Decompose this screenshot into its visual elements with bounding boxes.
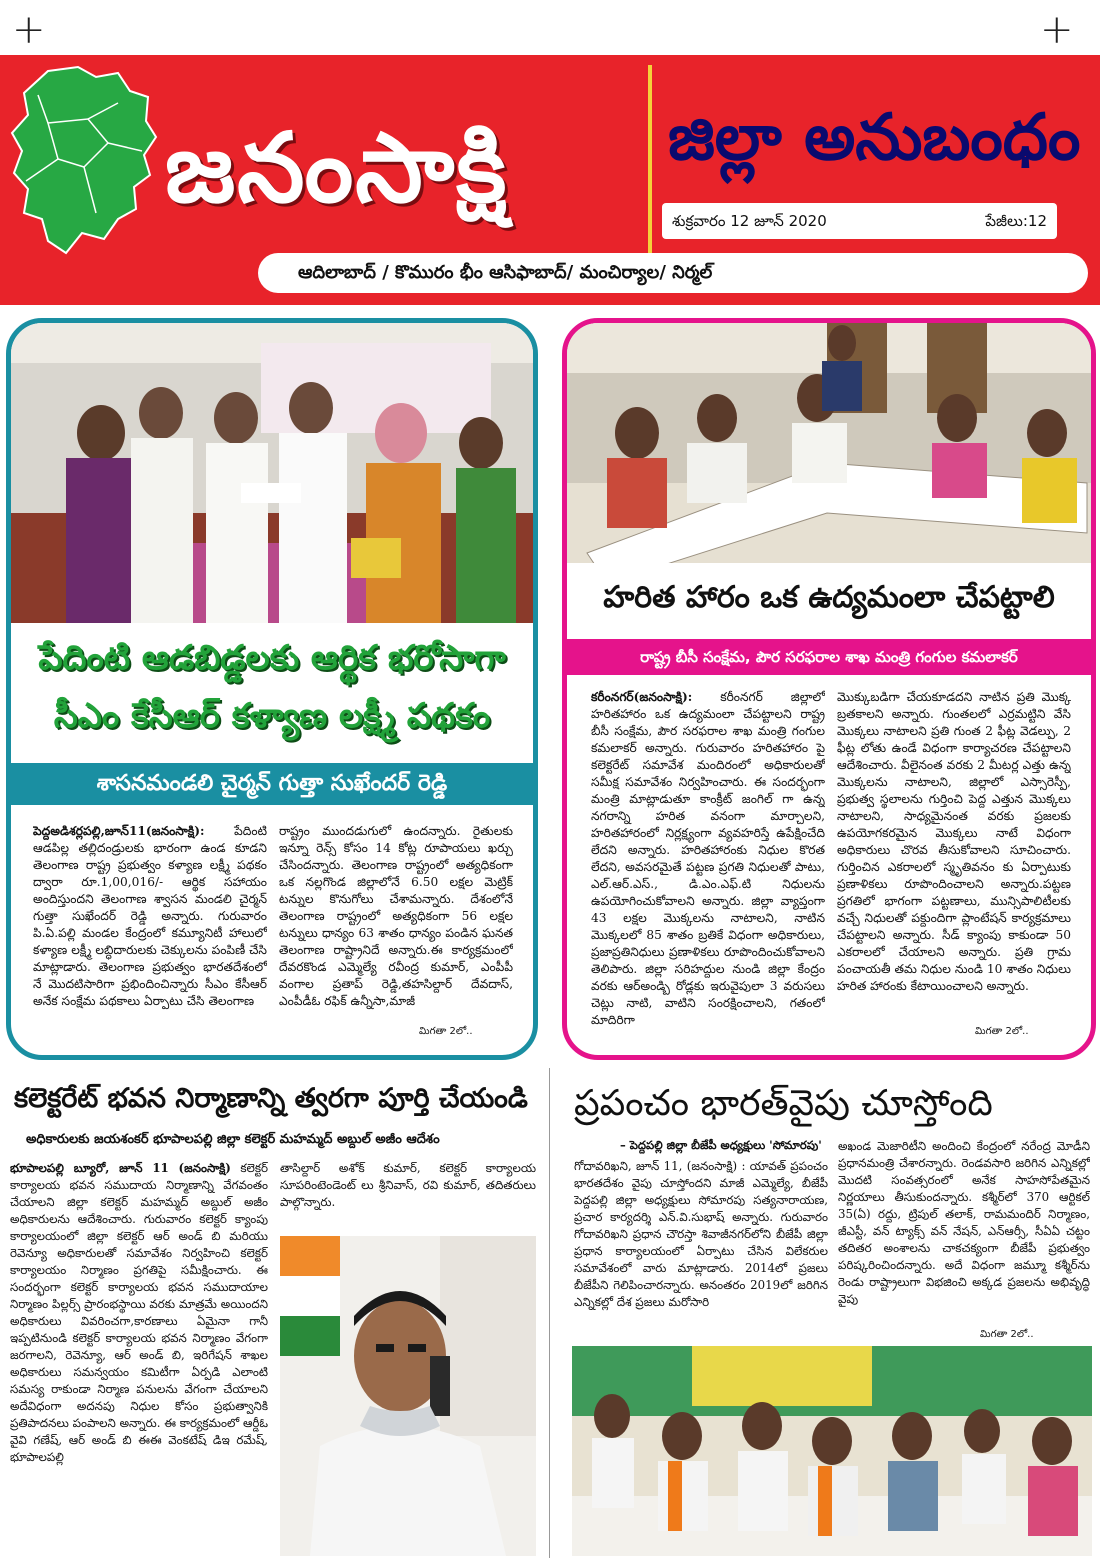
headline: కలెక్టరేట్ భవన నిర్మాణాన్ని త్వరగా పూర్తి చేయండి <box>14 1083 528 1114</box>
article-text-2: తాసిల్దార్ అశోక్ కుమార్, కలెక్టర్ కార్యాలయ సూపరింటెండెంట్ లు శ్రీనివాస్, రవి కుమార్, తదితరులు పాల్గొన్నారు. <box>280 1161 536 1209</box>
article-text-1: పేదింటి ఆడపిల్ల తల్లిదండ్రులకు భారంగా ఉండ కూడని తెలంగాణ రాష్ట్ర ప్రభుత్వం కళ్యాణ లక్ష్మీ పథకం ద్వారా రూ.1,00,016/- ఆర్థిక సహాయం అందిస్తుందని తెలంగాణ శ్వాసన మండలి చైర్మన్ గుత్తా సుఖేందర్ రెడ్డి అన్నారు. గురువారం పి.ఏ.పల్లి మండల కేంద్రంలో కమ్యూనిటీ హాలులో కళ్యాణ లక్ష్మీ లబ్ధిదారులకు చెక్కులను పంపిణీ చేసి మాట్లాడారు. తెలంగాణ ప్రభుత్వం భారతదేశంలో నే మొదటిసారిగా ప్రభిందించిన్నారు సీఎం కేసీఆర్ అనేక సంక్షేమ పథకాలు ఏర్పాటు చేసి తెలంగాణ <box>33 824 267 1008</box>
story-kalyana-lakshmi <box>6 318 538 1060</box>
district-strip: ఆదిలాబాద్ / కొమురం భీం ఆసిఫాబాద్/ మంచిర్యాల/ నిర్మల్ <box>258 253 1088 293</box>
subhead: రాష్ట్ర బీసీ సంక్షేమ, పౌర సరఫరాల శాఖ మంత్రి గంగుల కమలాకర్ <box>567 639 1091 675</box>
article-column-2 <box>837 689 1071 1025</box>
article-text-1: కలెక్టర్ కార్యాలయ భవన సముదాయ నిర్మాణాన్ని వేగవంతం చేయాలని జిల్లా కలెక్టర్ మహమ్మద్ అబ్దుల్ అజీం అధికారులను ఆదేశించారు. గురువారం కలెక్టర్ క్యాంపు కార్యాలయంలో జిల్లా కలెక్టర్ ఆర్ అండ్ బి మరియు రెవెన్యూ అధికారులతో సమావేశం నిర్వహించి కలెక్టర్ కార్యాలయం నిర్మాణం ప్రగతిపై సమీక్షించారు. ఈ సందర్భంగా కలెక్టర్ కార్యాలయ భవన సముదాయాల నిర్మాణం పిల్లర్స్ ప్రారంభస్థాయి వరకు మాత్రమే అయిందని అధికారులు వివరించగా,కారణాలు ఏమైనా గానీ ఇప్పటినుండి కలెక్టర్ కార్యాలయ భవన నిర్మాణం వేగంగా జరగాలని, రెవెన్యూ, ఆర్ అండ్ బి, ఇరిగేషన్ శాఖల అధికారులు సమన్వయం కమిటీగా ఏర్పడి ఎలాంటి సమస్య రాకుండా నిర్మాణ పనులను వేగంగా చేయాలని అదేవిధంగా అదనపు నిధుల కోసం ప్రభుత్వానికి ప్రతిపాదనలు పంపాలని అన్నారు. ఈ కార్యక్రమంలో ఆర్డీఓ వైవి గణేష్, ఆర్ అండ్ బి ఈఈ వెంకటేష్ డిఇ రమేష్, భూపాలపల్లి <box>10 1161 268 1464</box>
subhead: అధికారులకు జయశంకర్ భూపాలపల్లి జిల్లా కలెక్టర్ మహమ్మద్ అబ్దుల్ అజీం ఆదేశం <box>26 1132 440 1147</box>
article-text-1: గోదావరిఖని, జూన్ 11, (జనంసాక్షి) : యావత్ ప్రపంచం భారతదేశం వైపు చూస్తోందని మాజీ ఎమ్మెల్యే, బీజేపీ పెద్దపల్లి జిల్లా అధ్యక్షులు సోమారపు సత్యనారాయణ, ప్రచార కార్యదర్శి ఎన్.వి.సుభాష్ అన్నారు. గురువారం గోదావరిఖని ప్రధాన చౌరస్తా శివాజీనగర్‌లోని బీజేపీ జిల్లా ప్రధాన కార్యాలయంలో ఏర్పాటు చేసిన విలేకరుల సమావేశంలో వారు మాట్లాడారు. 2014లో ప్రజలు బీజేపీని గెలిపించారన్నారు. అనంతరం 2019లో జరిగిన ఎన్నికల్లో దేశ ప్రజలు మరోసారి <box>574 1159 828 1309</box>
date-bar <box>662 203 1057 239</box>
telangana-map-icon <box>8 63 158 263</box>
crop-mark-right: + <box>1040 7 1074 53</box>
page-count: పేజీలు:12 <box>985 212 1047 230</box>
article-column-1 <box>591 689 825 1029</box>
continued-note: మిగతా 2లో.. <box>980 1329 1034 1340</box>
banner-headline: హరిత హారం ఒక ఉద్యమంలా చేపట్టాలి <box>567 563 1091 633</box>
article-text-2: రాష్ట్రం ముందడుగులో ఉందన్నారు. రైతులకు ఇన్నూ రెన్స్ కోసం 14 కోట్ల రూపాయలు ఖర్చు చేసిందన్నారు. తెలంగాణ రాష్ట్రంలో అత్యధికంగా ఒక నల్లగొండ జిల్లాలోనే 6.50 లక్షల మెట్రిక్ టన్నుల కొనుగోలు చేశామన్నారు. దేశంలోనే తెలంగాణ రాష్ట్రంలో అత్యధికంగా 56 లక్షల టన్నులు ధాన్యం 63 శాతం ధాన్యం పండిన ఘనత తెలంగాణ రాష్ట్రానిదే అన్నారు.ఈ కార్యక్రమంలో దేవరకొండ ఎమ్మెల్యే రవీంద్ర కుమార్, ఎంపీపీ వంగాల ప్రతాప్ రెడ్డి,తహసిల్దార్ దేవదాస్, ఎంపీడీఓ రఫిక్ ఉన్నీసా,మాజీ <box>279 824 513 1008</box>
article-text-1: కరీంనగర్ జిల్లాలో హరితహారం ఒక ఉద్యమంలా చేపట్టాలని రాష్ట్ర బీసీ సంక్షేమ, పౌర సరఫరాల శాఖ మంత్రి గంగుల కమలాకర్ అన్నారు. గురువారం హరితహారం పై కలెక్టరేట్ సమావేశ మందిరంలో అధికారులతో సమీక్ష సమావేశం నిర్వహించారు. ఈ సందర్భంగా మంత్రి మాట్లాడుతూ కాంక్రీట్ జంగిల్ గా ఉన్న నగరాన్ని హరిత వనంగా మార్చాలని, హరితహారంలో నిర్లక్ష్యంగా వ్యవహరిస్తే ఉపేక్షించేది లేదని అన్నారు. హరితహారంకు నిధుల కొరత లేదని, అవసరమైతే పట్టణ ప్రగతి నిధులతో పాటు, ఎల్.ఆర్.ఎస్., డి.ఎం.ఎఫ్.టి నిధులను ఉపయోగించుకోవాలని అన్నారు. జిల్లా వ్యాప్తంగా 43 లక్షల మొక్కలను నాటాలని, నాటిన మొక్కలలో 85 శాతం బ్రతికే విధంగా అధికారులు, ప్రజాప్రతినిధులు ప్రణాళికలు రూపొందించుకోవాలని తెలిపారు. జిల్లా సరిహద్దుల నుండి జిల్లా కేంద్రం వరకు ఆర్అండ్బి రోడ్లకు ఇరువైపులా 3 వరుసలు చెట్లు నాటి, వాటిని సంరక్షించాలని, గతంలో మాదిరిగా <box>591 690 825 1027</box>
article-text-2: అఖండ మెజారిటీని అందించి కేంద్రంలో నరేంద్ర మోడీని ప్రధానమంత్రి చేశారన్నారు. రెండవసారి జరిగిన ఎన్నికల్లో మొదటి సంవత్సరంలో అనేక సాహసోపేతమైన నిర్ణయాలు తీసుకుందన్నారు. కశ్మీర్‌లో 370 ఆర్టికల్ 35(ఏ) రద్దు, ట్రిపుల్ తలాక్, రామమందిర్ నిర్మాణం, జీఎస్టీ, వన్ ట్యాక్స్ వన్ నేషన్, ఎన్ఆర్సీ, సీఏఏ చట్టం తదితర అంశాలను చాకచక్యంగా బీజేపీ ప్రభుత్వం పరిష్కరించిందన్నారు. అదే విధంగా జమ్మూ కశ్మీర్‌ను రెండు రాష్ట్రాలుగా విభజించి అక్కడ ప్రజలను అభివృద్ధి వైపు <box>838 1139 1090 1306</box>
article-column-1 <box>33 823 267 1033</box>
collector-phone-photo <box>280 1236 536 1556</box>
bjp-press-meet-photo <box>572 1346 1092 1556</box>
story-haritha-haram <box>562 318 1096 1060</box>
issue-date: శుక్రవారం 12 జూన్ 2020 <box>672 212 827 230</box>
newspaper-logo: జనంసాక్షి <box>165 112 509 224</box>
subhead: శాసనమండలి చైర్మన్ గుత్తా సుఖేందర్ రెడ్డి <box>11 763 533 805</box>
headline: ప్రపంచం భారత్‌వైపు చూస్తోంది <box>574 1083 993 1124</box>
article-column-2 <box>838 1138 1090 1328</box>
article-column-2 <box>279 823 513 1023</box>
supplement-title: జిల్లా అనుబంధం <box>668 101 1081 175</box>
headline-line-1: పేదింటి ఆడబిడ్డలకు ఆర్థిక భరోసాగా <box>38 638 506 678</box>
column-divider <box>549 1068 550 1558</box>
masthead-divider <box>648 65 652 255</box>
headline <box>15 629 529 749</box>
group-cheque-distribution-photo <box>11 323 533 623</box>
continued-note: మిగతా 2లో.. <box>975 1026 1029 1037</box>
continued-note: మిగతా 2లో.. <box>419 1026 473 1037</box>
article-dateline: కరీంనగర్(జనంసాక్షి): <box>591 690 693 704</box>
headline-line-2: సీఎం కేసీఆర్ కళ్యాణ లక్ష్మీ పథకం <box>53 696 491 736</box>
article-column-1 <box>10 1160 268 1550</box>
article-dateline: పెద్దఅడిశర్లపల్లి,జూన్11(జనంసాక్షి): <box>33 824 205 838</box>
article-dateline: భూపాలపల్లి బ్యూరో, జూన్ 11 (జనంసాక్షి) <box>10 1161 231 1175</box>
masthead <box>0 55 1100 305</box>
article-text-2: మొక్కుబడిగా చేయకూడదని నాటిన ప్రతి మొక్క బ్రతకాలని అన్నారు. గుంతలలో ఎర్రమట్టిని వేసి మొక్కలు నాటాలని ప్రతి గుంత 2 ఫీట్ల వెడల్పు, 2 ఫీట్ల లోతు ఉండే విధంగా కార్యాచరణ చేపట్టాలని ఆదేశించారు. వీలైనంత వరకు 2 మీటర్ల ఎత్తు ఉన్న మొక్కలను నాటాలని, జిల్లాలో ఎస్సారెస్పీ, ప్రభుత్వ స్థలాలను గుర్తించి పెద్ద ఎత్తున మొక్కలు నాటాలని, సాధ్యమైనంత వరకు ప్రజలకు ఉపయోగకరమైన మొక్కలు నాటే విధంగా అధికారులు చొరవ తీసుకోవాలని సూచించారు. గుర్తించిన ఎకరాలలో స్మృతివనం కు ఏర్పాటుకు ప్రణాళికలు రూపొందించాలని అన్నారు.పట్టణ ప్రగతిలో భాగంగా పట్టణాలు, మున్సిపాలిటీలకు వచ్చే నిధులతో పక్దుందిగా ప్లాంటేషన్ కార్యక్రమాలు చేపట్టాలని అన్నారు. సీడ్ క్యాంపు కాకుండా 50 ఎకరాలలో చేయాలని అన్నారు. ప్రతి గ్రామ పంచాయతీ తమ నిధుల నుండి 10 శాతం నిధులు హరిత హారంకు కేటాయించాలని అన్నారు. <box>837 690 1071 993</box>
article-column-1 <box>574 1158 828 1328</box>
byline: – పెద్దపల్లి జిల్లా బీజేపీ అధ్యక్షులు 'సోమారపు' <box>620 1138 822 1152</box>
article-column-2 <box>280 1160 536 1230</box>
crop-mark-left: + <box>12 7 46 53</box>
